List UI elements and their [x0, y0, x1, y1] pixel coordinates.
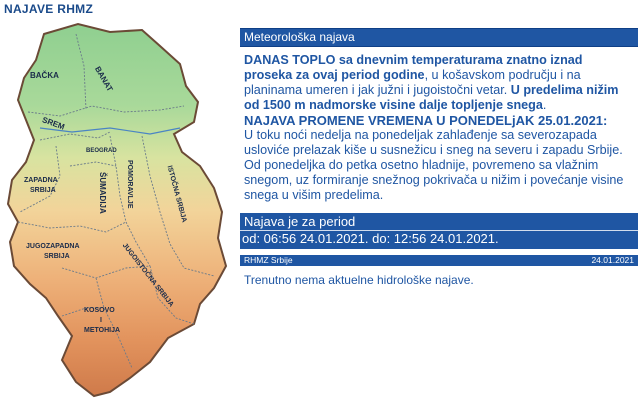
region-backa[interactable]: BAČKA: [30, 71, 59, 80]
change-text-2: Od ponedeljka do petka osetno hladnije, povremeno sa vlažnim snegom, uz formiranje snežnog pokrivača u nižim i povećanje visine snega u višim predelima.: [244, 158, 624, 202]
panel-footer: [240, 255, 638, 266]
serbia-region-map[interactable]: [0, 16, 236, 416]
region-jugoistocna[interactable]: JUGOISTOČNA SRBIJA: [120, 242, 175, 309]
region-jugozapadna-1[interactable]: JUGOZAPADNA: [26, 243, 80, 250]
region-jugozapadna-2[interactable]: SRBIJA: [44, 253, 70, 260]
hydro-notice: Trenutno nema aktuelne hidrološke najave.: [244, 273, 474, 287]
map-svg: [0, 16, 236, 416]
region-istocna[interactable]: ISTOČNA SRBIJA: [165, 164, 188, 224]
region-banat[interactable]: BANAT: [93, 64, 115, 94]
today-bold-2: U predelima nižim od 1500 m nadmorske visine dalje topljenje snega: [244, 83, 619, 112]
period-range: od: 06:56 24.01.2021. do: 12:56 24.01.2021.: [242, 231, 499, 246]
panel-header: Meteorološka najava: [240, 28, 638, 47]
footer-source: RHMZ Srbije: [244, 255, 293, 265]
region-srem[interactable]: SREM: [40, 115, 66, 132]
period-box: [240, 213, 638, 249]
region-pomoravlje[interactable]: POMORAVLJE: [126, 160, 133, 209]
forecast-panel: [240, 28, 638, 380]
today-end: .: [542, 98, 547, 112]
region-kosovo-1[interactable]: KOSOVO: [84, 307, 115, 314]
footer-date: 24.01.2021: [591, 255, 634, 265]
change-text-1: U toku noći nedelja na ponedeljak zahlađenje sa severozapada usloviće prelazak kiše u susnežicu i sneg na severu i zapadu Srbije.: [244, 128, 623, 157]
region-zapadna-1[interactable]: ZAPADNA: [24, 177, 58, 184]
region-kosovo-2[interactable]: I: [100, 317, 102, 324]
region-zapadna-2[interactable]: SRBIJA: [30, 187, 56, 194]
today-bold: DANAS TOPLO sa dnevnim temperaturama znatno iznad proseka za ovaj period godine: [244, 53, 583, 82]
region-kosovo-3[interactable]: METOHIJA: [84, 327, 121, 334]
forecast-today: [244, 53, 634, 113]
map-title: NAJAVE RHMZ: [4, 2, 94, 16]
period-label: Najava je za period: [244, 214, 356, 229]
region-sumadija[interactable]: ŠUMADIJA: [98, 172, 107, 214]
change-heading: NAJAVA PROMENE VREMENA U PONEDELjAK 25.01.2021:: [244, 113, 608, 128]
forecast-content: [240, 47, 638, 207]
region-beograd[interactable]: BEOGRAD: [86, 148, 117, 154]
today-normal: , u košavskom području i na planinama umeren i jak južni i jugoistočni vetar.: [244, 68, 581, 97]
